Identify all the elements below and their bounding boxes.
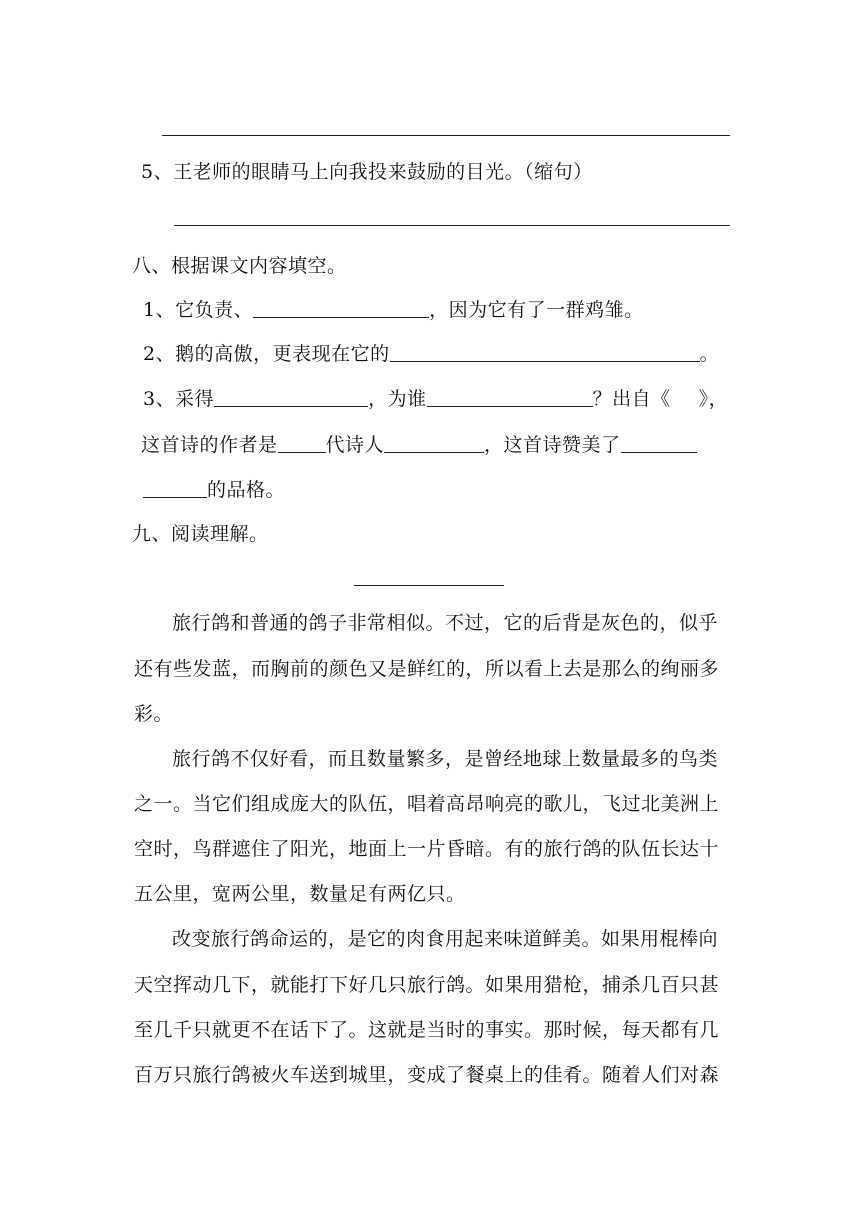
passage-line: 至几千只就更不在话下了。这就是当时的事实。那时候，每天都有几 bbox=[134, 1019, 720, 1041]
passage-line: 改变旅行鸽命运的，是它的肉食用起来味道鲜美。如果用棍棒向 bbox=[172, 928, 719, 950]
item3-text-g: ，这首诗赞美了 bbox=[484, 434, 621, 456]
item5-text: 5、王老师的眼睛马上向我投来鼓励的目光。（缩句） bbox=[141, 161, 593, 183]
section8-item3-line2 bbox=[141, 432, 697, 458]
item2-blank[interactable] bbox=[390, 341, 700, 362]
section8-heading: 八、根据课文内容填空。 bbox=[132, 255, 347, 277]
passage-line: 彩。 bbox=[134, 703, 174, 725]
item3-blank-2[interactable] bbox=[427, 386, 593, 407]
section8-item3-line3 bbox=[143, 477, 285, 503]
item3-text-b: ，为谁 bbox=[368, 388, 427, 410]
passage-line: 天空挥动几下，就能打下好几只旅行鸽。如果用猎枪，捕杀几百只甚 bbox=[134, 974, 720, 996]
item3-blank-6-cont[interactable] bbox=[143, 477, 207, 498]
passage-title-line[interactable] bbox=[354, 585, 504, 586]
item3-blank-1[interactable] bbox=[214, 386, 368, 407]
item3-text-f: 代诗人 bbox=[325, 434, 385, 456]
item1-text-a: 1、它负责、 bbox=[143, 299, 254, 321]
section9-heading: 九、阅读理解。 bbox=[132, 523, 269, 545]
passage-line: 还有些发蓝，而胸前的颜色又是鲜红的，所以看上去是那么的绚丽多 bbox=[134, 658, 720, 680]
item2-text-a: 2、鹅的高傲，更表现在它的 bbox=[143, 343, 390, 365]
answer-line-item4[interactable] bbox=[162, 135, 730, 136]
item3-blank-5[interactable] bbox=[384, 432, 484, 453]
item3-text-a: 3、采得 bbox=[143, 388, 215, 410]
passage-line: 空时，鸟群遮住了阳光，地面上一片昏暗。有的旅行鸽的队伍长达十 bbox=[134, 838, 720, 860]
passage-line: 旅行鸽和普通的鸽子非常相似。不过，它的后背是灰色的，似乎 bbox=[172, 612, 719, 634]
answer-line-item5[interactable] bbox=[174, 225, 730, 226]
item3-blank-4[interactable] bbox=[278, 432, 326, 453]
passage-line: 之一。当它们组成庞大的队伍，唱着高昂响亮的歌儿，飞过北美洲上 bbox=[134, 793, 720, 815]
section8-item2 bbox=[143, 341, 719, 367]
passage-line: 旅行鸽不仅好看，而且数量繁多，是曾经地球上数量最多的鸟类 bbox=[172, 748, 719, 770]
item3-text-h: 的品格。 bbox=[207, 479, 286, 501]
item3-text-d: 》， bbox=[698, 388, 729, 410]
item2-text-b: 。 bbox=[699, 343, 720, 365]
section8-item1 bbox=[143, 297, 644, 323]
passage-line: 五公里，宽两公里，数量足有两亿只。 bbox=[134, 883, 466, 905]
passage-line: 百万只旅行鸽被火车送到城里，变成了餐桌上的佳肴。随着人们对森 bbox=[134, 1064, 720, 1086]
item3-text-c: ？出自《 bbox=[592, 388, 671, 410]
item3-blank-6[interactable] bbox=[621, 432, 697, 453]
section7-item5 bbox=[141, 159, 593, 185]
item3-text-e: 这首诗的作者是 bbox=[141, 434, 278, 456]
item1-text-b: ，因为它有了一群鸡雏。 bbox=[429, 299, 644, 321]
item1-blank[interactable] bbox=[253, 297, 429, 318]
section8-item3-line1 bbox=[143, 386, 728, 412]
